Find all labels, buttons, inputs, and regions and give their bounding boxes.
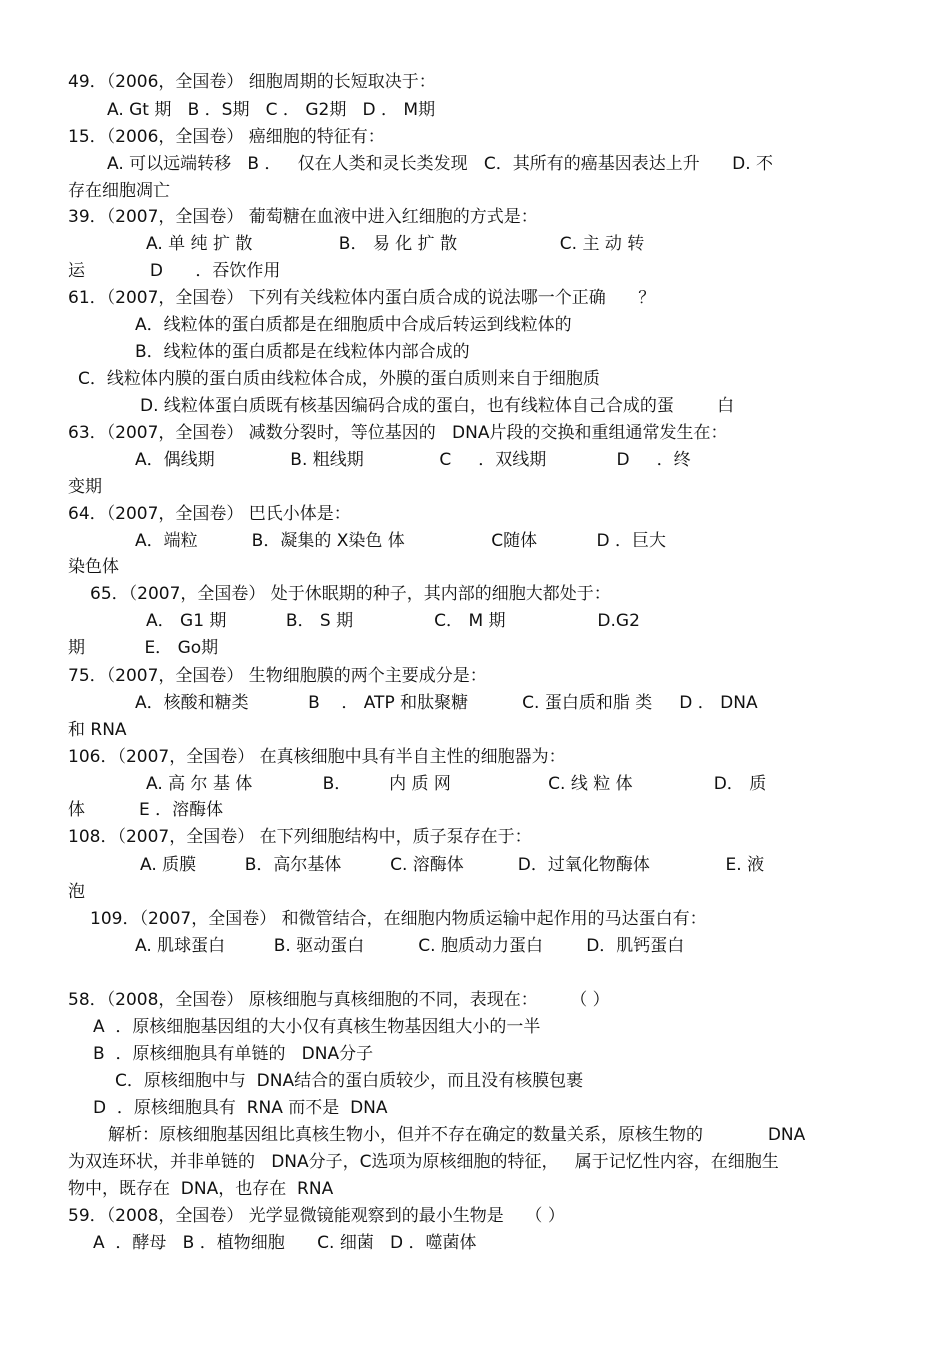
text-line: A. 肌球蛋白 B. 驱动蛋白 C. 胞质动力蛋白 D．肌钙蛋白 <box>135 936 685 956</box>
text-line: A．端粒 B．凝集的 X染色 体 C随体 D ．巨大 <box>135 531 667 551</box>
text-line: A ．原核细胞基因组的大小仅有真核生物基因组大小的一半 <box>93 1017 541 1037</box>
text-line: 64．（2007，全国卷） 巴氏小体是： <box>68 504 351 524</box>
text-line: A. 可以远端转移 B ． 仅在人类和灵长类发现 C．其所有的癌基因表达上升 D. 不 <box>107 154 774 174</box>
text-line: C．原核细胞中与 DNA结合的蛋白质较少，而且没有核膜包裹 <box>115 1071 584 1091</box>
text-line: A ．酵母 B ．植物细胞 C. 细菌 D ．噬菌体 <box>93 1233 477 1253</box>
text-line: 49．（2006，全国卷） 细胞周期的长短取决于： <box>68 72 436 92</box>
text-line: 106．（2007，全国卷） 在真核细胞中具有半自主性的细胞器为： <box>68 747 566 767</box>
text-line: A．偶线期 B. 粗线期 C ．双线期 D ．终 <box>135 450 691 470</box>
text-line: 解析：原核细胞基因组比真核生物小，但并不存在确定的数量关系，原核生物的 DNA <box>108 1125 806 1145</box>
text-line: A. 高 尔 基 体 B． 内 质 网 C. 线 粒 体 D． 质 <box>146 774 767 794</box>
text-line: 和 RNA <box>68 720 127 740</box>
text-line: 75．（2007，全国卷） 生物细胞膜的两个主要成分是： <box>68 666 487 686</box>
text-line: 109．（2007，全国卷） 和微管结合，在细胞内物质运输中起作用的马达蛋白有： <box>90 909 707 929</box>
text-line: 59．（2008，全国卷） 光学显微镜能观察到的最小生物是 （ ） <box>68 1206 565 1226</box>
text-line: 体 E ．溶酶体 <box>68 800 224 820</box>
text-line: C．线粒体内膜的蛋白质由线粒体合成，外膜的蛋白质则来自于细胞质 <box>78 369 600 389</box>
text-line: 58．（2008，全国卷） 原核细胞与真核细胞的不同，表现在： （ ） <box>68 990 610 1010</box>
text-line: 期 E． Go期 <box>68 638 219 658</box>
text-line: D ．原核细胞具有 RNA 而不是 DNA <box>93 1098 388 1118</box>
text-line: A．线粒体的蛋白质都是在细胞质中合成后转运到线粒体的 <box>135 315 572 335</box>
text-line: 染色体 <box>68 557 119 577</box>
text-line: A. 单 纯 扩 散 B． 易 化 扩 散 C. 主 动 转 <box>146 234 645 254</box>
text-line: 108．（2007，全国卷） 在下列细胞结构中，质子泵存在于： <box>68 827 532 847</box>
text-line: 运 D ．吞饮作用 <box>68 261 281 281</box>
text-line: 变期 <box>68 477 102 497</box>
text-line: 39．（2007，全国卷） 葡萄糖在血液中进入红细胞的方式是： <box>68 207 538 227</box>
text-line: 存在细胞凋亡 <box>68 181 170 201</box>
text-line: D. 线粒体蛋白质既有核基因编码合成的蛋白，也有线粒体自己合成的蛋 白 <box>140 396 735 416</box>
text-line: A．核酸和糖类 B ． ATP 和肽聚糖 C. 蛋白质和脂 类 D ． DNA <box>135 693 758 713</box>
text-line: A. 质膜 B．高尔基体 C. 溶酶体 D．过氧化物酶体 E. 液 <box>140 855 765 875</box>
text-line: 15．（2006，全国卷） 癌细胞的特征有： <box>68 127 385 147</box>
text-line: 物中，既存在 DNA，也存在 RNA <box>68 1179 334 1199</box>
text-line: A. Gt 期 B ．S期 C ． G2期 D ． M期 <box>107 100 436 120</box>
text-line: A． G1 期 B． S 期 C． M 期 D.G2 <box>146 611 640 631</box>
text-line: B ．原核细胞具有单链的 DNA分子 <box>93 1044 374 1064</box>
text-line: 63．（2007，全国卷） 减数分裂时，等位基因的 DNA片段的交换和重组通常发生在： <box>68 423 728 443</box>
text-line: 泡 <box>68 882 85 902</box>
text-line: 61．（2007，全国卷） 下列有关线粒体内蛋白质合成的说法哪一个正确 ？ <box>68 288 656 308</box>
text-line: 为双连环状，并非单链的 DNA分子，C选项为原核细胞的特征， 属于记忆性内容，在细胞生 <box>68 1152 779 1172</box>
text-line: 65．（2007，全国卷） 处于休眠期的种子，其内部的细胞大都处于： <box>90 584 611 604</box>
text-line: B．线粒体的蛋白质都是在线粒体内部合成的 <box>135 342 470 362</box>
